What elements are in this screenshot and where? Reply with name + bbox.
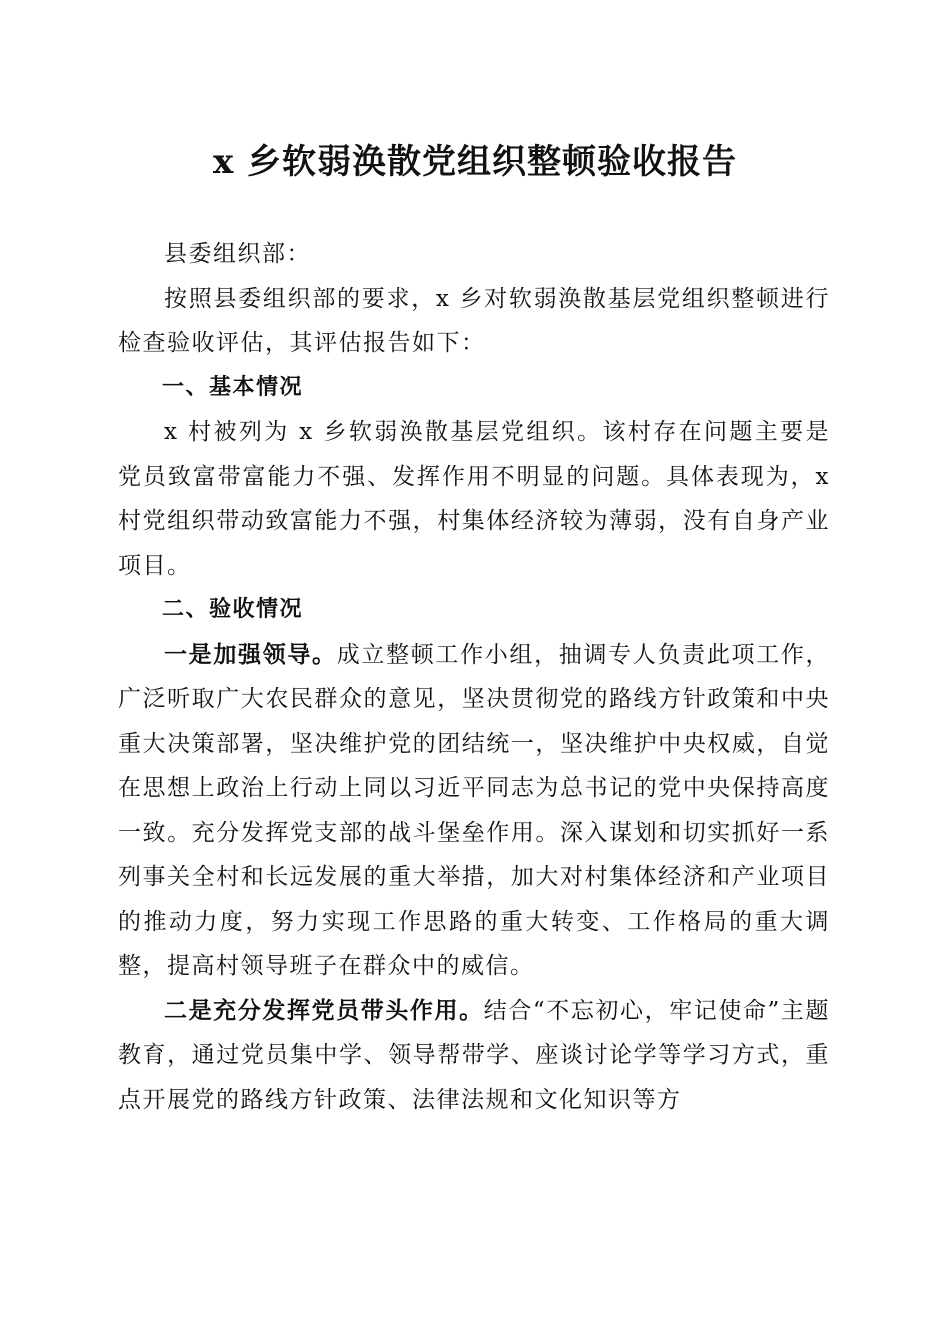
item2-paragraph xyxy=(118,989,830,1123)
intro-paragraph: 按照县委组织部的要求，x 乡对软弱涣散基层党组织整顿进行检查验收评估，其评估报告如下： xyxy=(118,285,830,356)
section-basic-paragraph: x 村被列为 x 乡软弱涣散基层党组织。该村存在问题主要是党员致富带富能力不强、发挥作用不明显的问题。具体表现为，x 村党组织带动致富能力不强，村集体经济较为薄弱，没有自身产业项目。 xyxy=(118,419,830,579)
section-heading-basic: 一、基本情况 xyxy=(162,374,304,400)
item1-lead: 一是加强领导。 xyxy=(164,640,337,668)
document-body xyxy=(118,232,830,1122)
item1-paragraph xyxy=(118,633,830,989)
item1-body: 成立整顿工作小组，抽调专人负责此项工作，广泛听取广大农民群众的意见，坚决贯彻党的路线方针政策和中央重大决策部署，坚决维护党的团结统一，坚决维护中央权威，自觉在思想上政治上行动上同以习近平同志为总书记的党中央保持高度一致。充分发挥党支部的战斗堡垒作用。深入谋划和切实抓好一系列事关全村和长远发展的重大举措，加大对村集体经济和产业项目的推动力度，努力实现工作思路的重大转变、工作格局的重大调整，提高村领导班子在群众中的威信。 xyxy=(118,641,831,979)
document-title: x 乡软弱涣散党组织整顿验收报告 xyxy=(212,142,738,182)
item2-lead: 二是充分发挥党员带头作用。 xyxy=(164,996,484,1024)
section-heading-acceptance: 二、验收情况 xyxy=(162,597,304,622)
salutation: 县委组织部： xyxy=(164,241,311,267)
item2-body: 结合“不忘初心，牢记使命”主题教育，通过党员集中学、领导帮带学、座谈讨论学等学习方式，重点开展党的路线方针政策、法律法规和文化知识等方 xyxy=(118,997,830,1113)
